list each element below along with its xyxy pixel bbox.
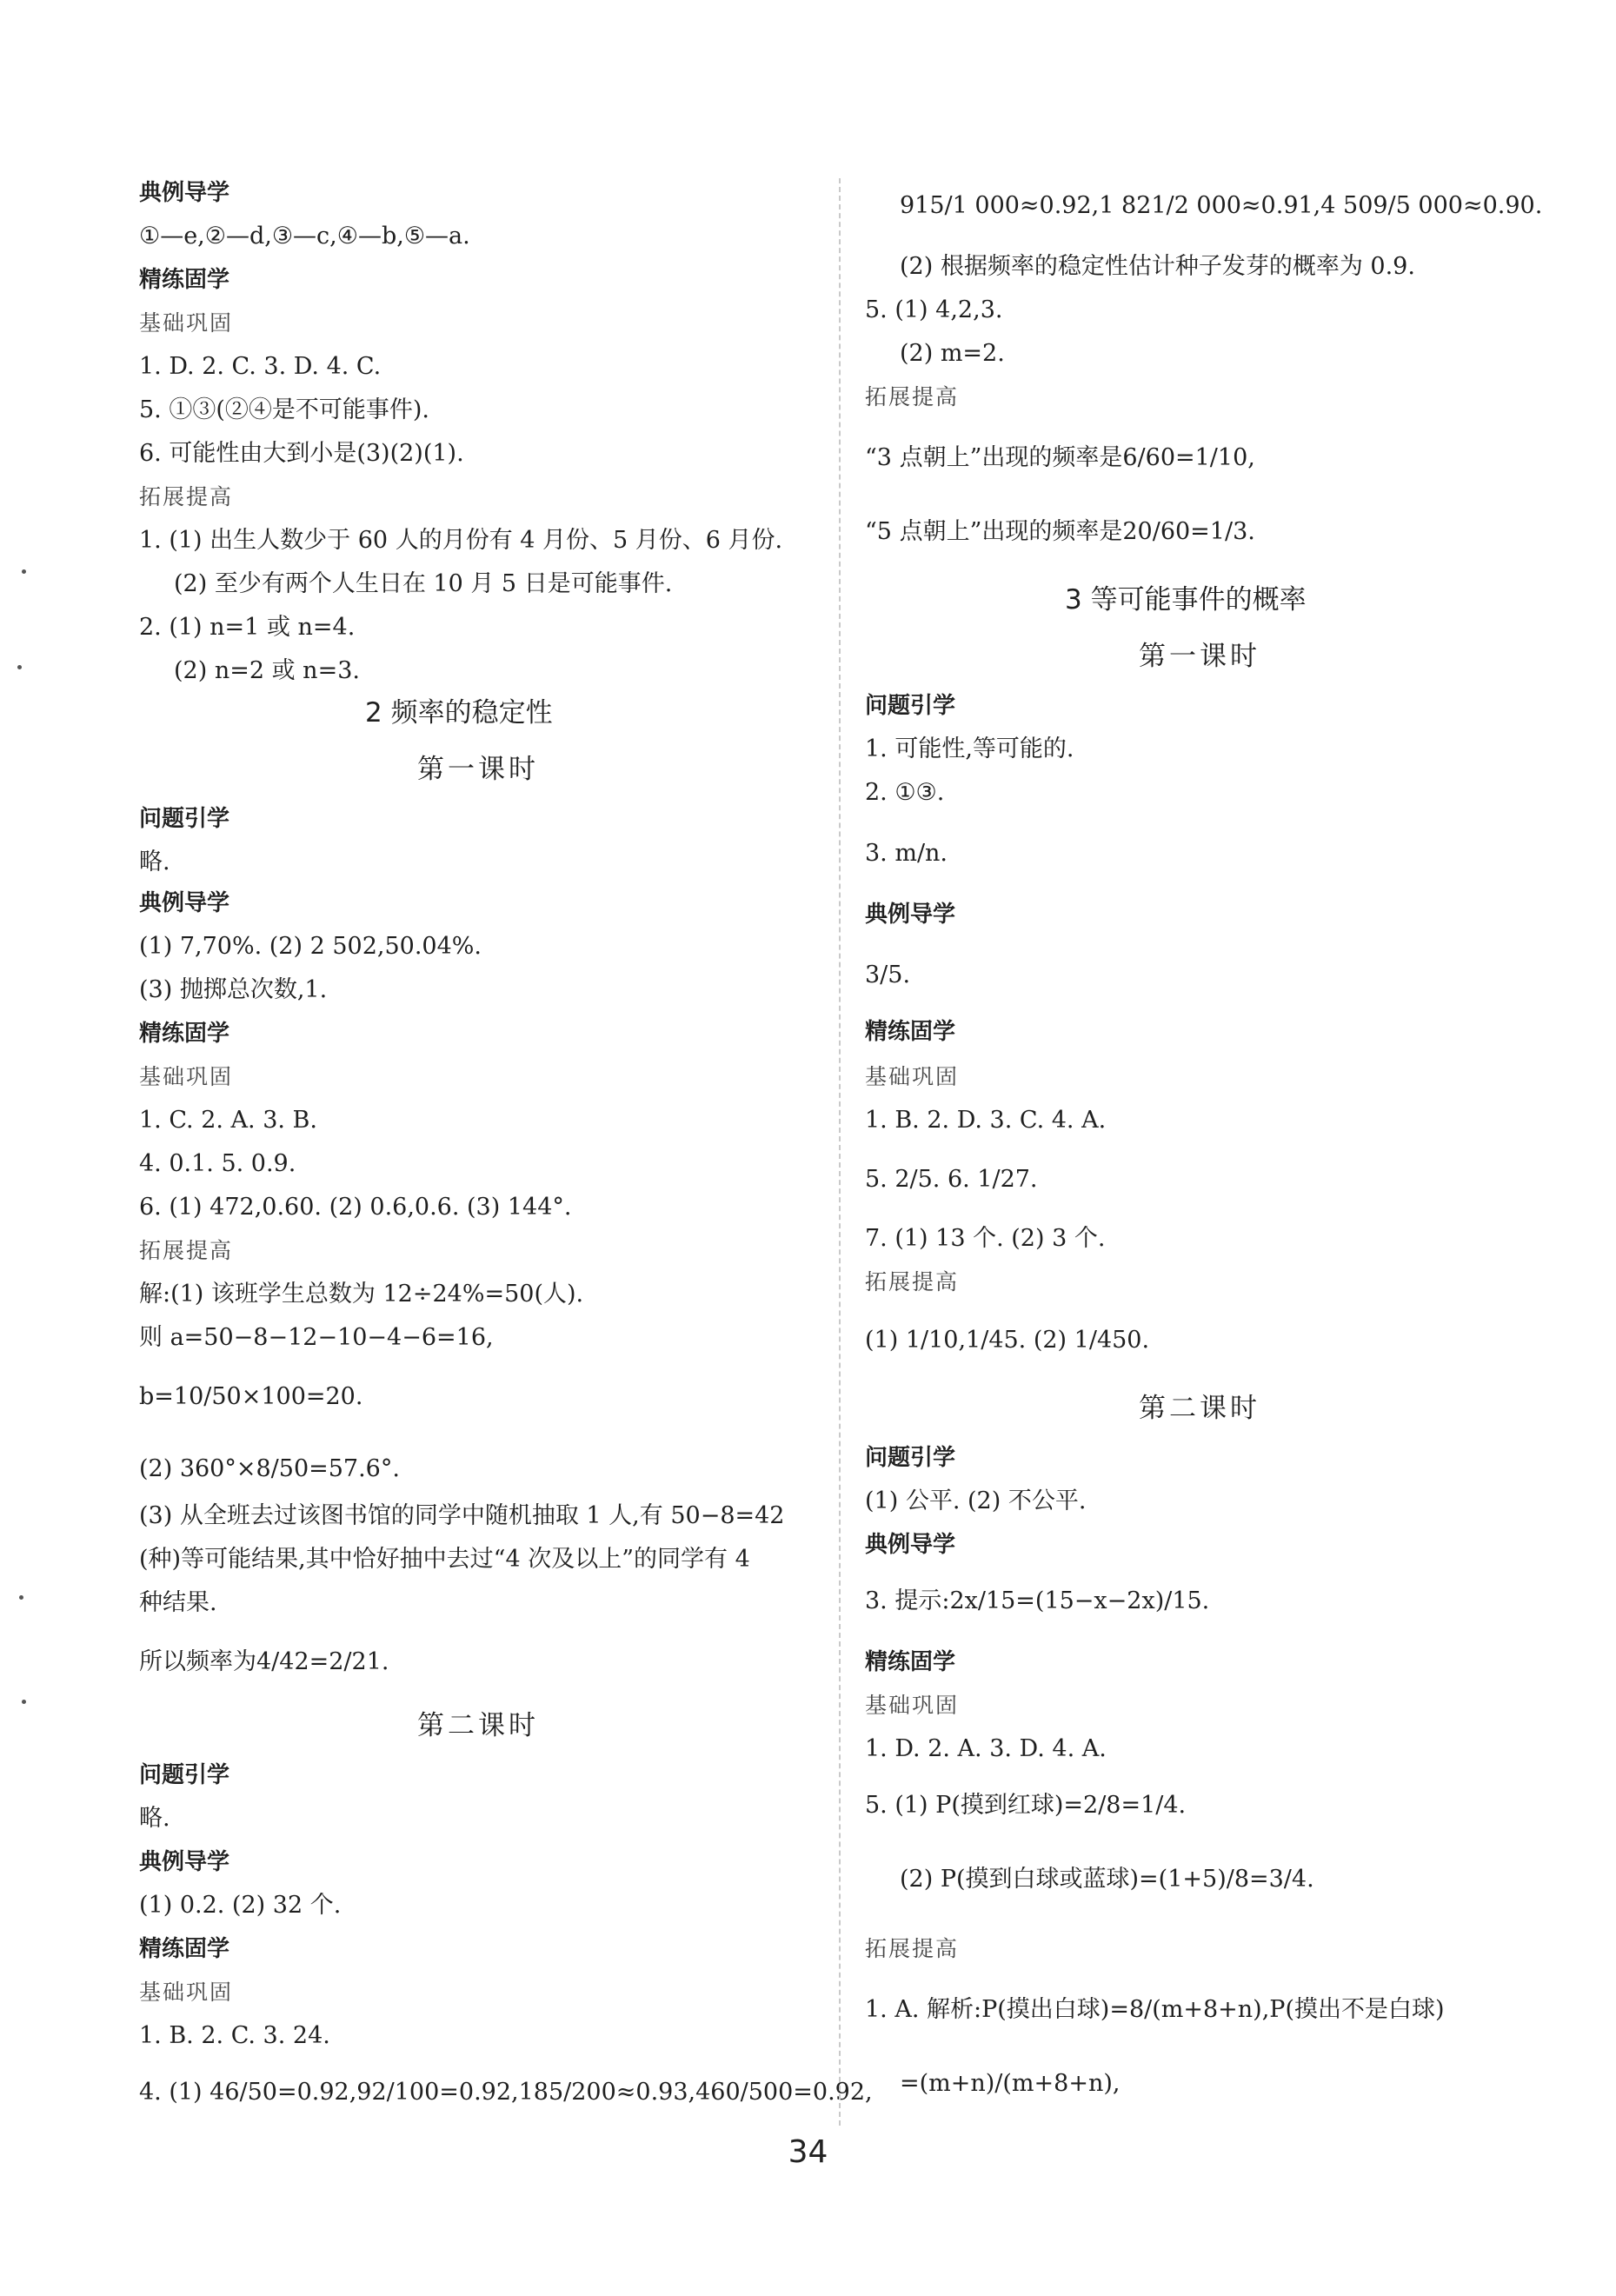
scan-mark	[22, 569, 26, 574]
answer-line: 6. (1) 472,0.60. (2) 0.6,0.6. (3) 144°.	[139, 1194, 572, 1221]
chapter-title: 3 等可能事件的概率	[1065, 584, 1307, 616]
section-heading: 问题引学	[865, 1445, 956, 1471]
lesson-title: 第二课时	[417, 1710, 539, 1741]
answer-line: 4. 0.1. 5. 0.9.	[139, 1150, 296, 1177]
scan-mark	[17, 665, 22, 669]
lesson-title: 第一课时	[417, 754, 539, 785]
answer-line: 则 a=50−8−12−10−4−6=16,	[139, 1324, 494, 1351]
section-heading: 精练固学	[139, 1936, 230, 1962]
answer-line: 5. (1) P(摸到红球)=2/8=1/4.	[865, 1792, 1187, 1819]
answer-line: (3) 从全班去过该图书馆的同学中随机抽取 1 人,有 50−8=42	[139, 1502, 785, 1529]
answer-line: 4. (1) 46/50=0.92,92/100=0.92,185/200≈0.93,460/500=0.92,	[139, 2079, 873, 2106]
subsection-heading: 拓展提高	[139, 1238, 234, 1263]
answer-line: 略.	[139, 1805, 170, 1832]
answer-line: 3/5.	[865, 962, 911, 988]
answer-line: (3) 抛掷总次数,1.	[139, 976, 328, 1003]
section-heading: 精练固学	[865, 1649, 956, 1675]
answer-line: 5. ①③(②④是不可能事件).	[139, 396, 429, 423]
answer-line: (2) P(摸到白球或蓝球)=(1+5)/8=3/4.	[900, 1866, 1314, 1893]
section-heading: 精练固学	[139, 1021, 230, 1047]
answer-line: 1. A. 解析:P(摸出白球)=8/(m+8+n),P(摸出不是白球)	[865, 1996, 1445, 2023]
answer-line: (2) 360°×8/50=57.6°.	[139, 1455, 400, 1482]
section-heading: 精练固学	[865, 1019, 956, 1045]
answer-line: (2) 至少有两个人生日在 10 月 5 日是可能事件.	[174, 570, 673, 597]
answer-line: 3. m/n.	[865, 840, 948, 867]
answer-line: 915/1 000≈0.92,1 821/2 000≈0.91,4 509/5 000≈0.90.	[900, 192, 1543, 219]
subsection-heading: 拓展提高	[139, 484, 234, 509]
section-heading: 典例导学	[865, 1532, 956, 1558]
section-heading: 典例导学	[865, 902, 956, 928]
section-heading: 典例导学	[139, 1849, 230, 1875]
answer-line: (1) 7,70%. (2) 2 502,50.04%.	[139, 933, 482, 960]
answer-line: 2. ①③.	[865, 779, 945, 806]
subsection-heading: 基础巩固	[865, 1693, 960, 1718]
subsection-heading: 基础巩固	[139, 1064, 234, 1089]
answer-line: (1) 1/10,1/45. (2) 1/450.	[865, 1327, 1150, 1354]
page-number: 34	[788, 2134, 828, 2170]
subsection-heading: 基础巩固	[139, 310, 234, 336]
answer-line: 解:(1) 该班学生总数为 12÷24%=50(人).	[139, 1281, 584, 1308]
answer-line: 3. 提示:2x/15=(15−x−2x)/15.	[865, 1587, 1210, 1614]
subsection-heading: 拓展提高	[865, 384, 960, 409]
answer-line: 略.	[139, 849, 170, 875]
answer-line: (种)等可能结果,其中恰好抽中去过“4 次及以上”的同学有 4	[139, 1546, 750, 1573]
section-heading: 精练固学	[139, 267, 230, 293]
answer-line: 所以频率为4/42=2/21.	[139, 1648, 389, 1675]
subsection-heading: 拓展提高	[865, 1936, 960, 1961]
lesson-title: 第一课时	[1139, 641, 1260, 672]
answer-line: (2) n=2 或 n=3.	[174, 657, 360, 684]
answer-line: 2. (1) n=1 或 n=4.	[139, 614, 356, 641]
answer-line: 1. 可能性,等可能的.	[865, 735, 1074, 762]
answer-line: (2) m=2.	[900, 340, 1005, 367]
answer-line: “5 点朝上”出现的频率是20/60=1/3.	[865, 518, 1255, 545]
answer-line: 5. 2/5. 6. 1/27.	[865, 1166, 1038, 1193]
answer-line: 1. C. 2. A. 3. B.	[139, 1107, 317, 1134]
answer-line: 1. D. 2. A. 3. D. 4. A.	[865, 1735, 1107, 1762]
answer-line: (1) 0.2. (2) 32 个.	[139, 1892, 342, 1919]
answer-line: ①—e,②—d,③—c,④—b,⑤—a.	[139, 223, 470, 250]
answer-line: 5. (1) 4,2,3.	[865, 296, 1003, 323]
subsection-heading: 基础巩固	[865, 1064, 960, 1089]
answer-line: 1. B. 2. C. 3. 24.	[139, 2022, 330, 2049]
answer-line: 1. B. 2. D. 3. C. 4. A.	[865, 1107, 1107, 1134]
answer-line: 6. 可能性由大到小是(3)(2)(1).	[139, 440, 464, 467]
chapter-title: 2 频率的稳定性	[365, 697, 553, 729]
answer-line: (1) 公平. (2) 不公平.	[865, 1487, 1087, 1514]
scan-mark	[22, 1700, 26, 1704]
answer-line: 种结果.	[139, 1589, 217, 1616]
section-heading: 问题引学	[139, 806, 230, 832]
subsection-heading: 基础巩固	[139, 1980, 234, 2005]
scan-mark	[19, 1595, 23, 1600]
subsection-heading: 拓展提高	[865, 1269, 960, 1294]
section-heading: 典例导学	[139, 890, 230, 916]
answer-line: b=10/50×100=20.	[139, 1383, 363, 1410]
answer-line: 7. (1) 13 个. (2) 3 个.	[865, 1225, 1106, 1252]
answer-line: =(m+n)/(m+8+n),	[900, 2070, 1121, 2097]
section-heading: 典例导学	[139, 180, 230, 206]
answer-line: (2) 根据频率的稳定性估计种子发芽的概率为 0.9.	[900, 253, 1415, 280]
section-heading: 问题引学	[865, 693, 956, 719]
answer-line: 1. (1) 出生人数少于 60 人的月份有 4 月份、5 月份、6 月份.	[139, 527, 783, 554]
answer-line: “3 点朝上”出现的频率是6/60=1/10,	[865, 444, 1255, 471]
answer-line: 1. D. 2. C. 3. D. 4. C.	[139, 353, 382, 380]
column-divider	[839, 178, 841, 2126]
section-heading: 问题引学	[139, 1762, 230, 1788]
lesson-title: 第二课时	[1139, 1393, 1260, 1424]
